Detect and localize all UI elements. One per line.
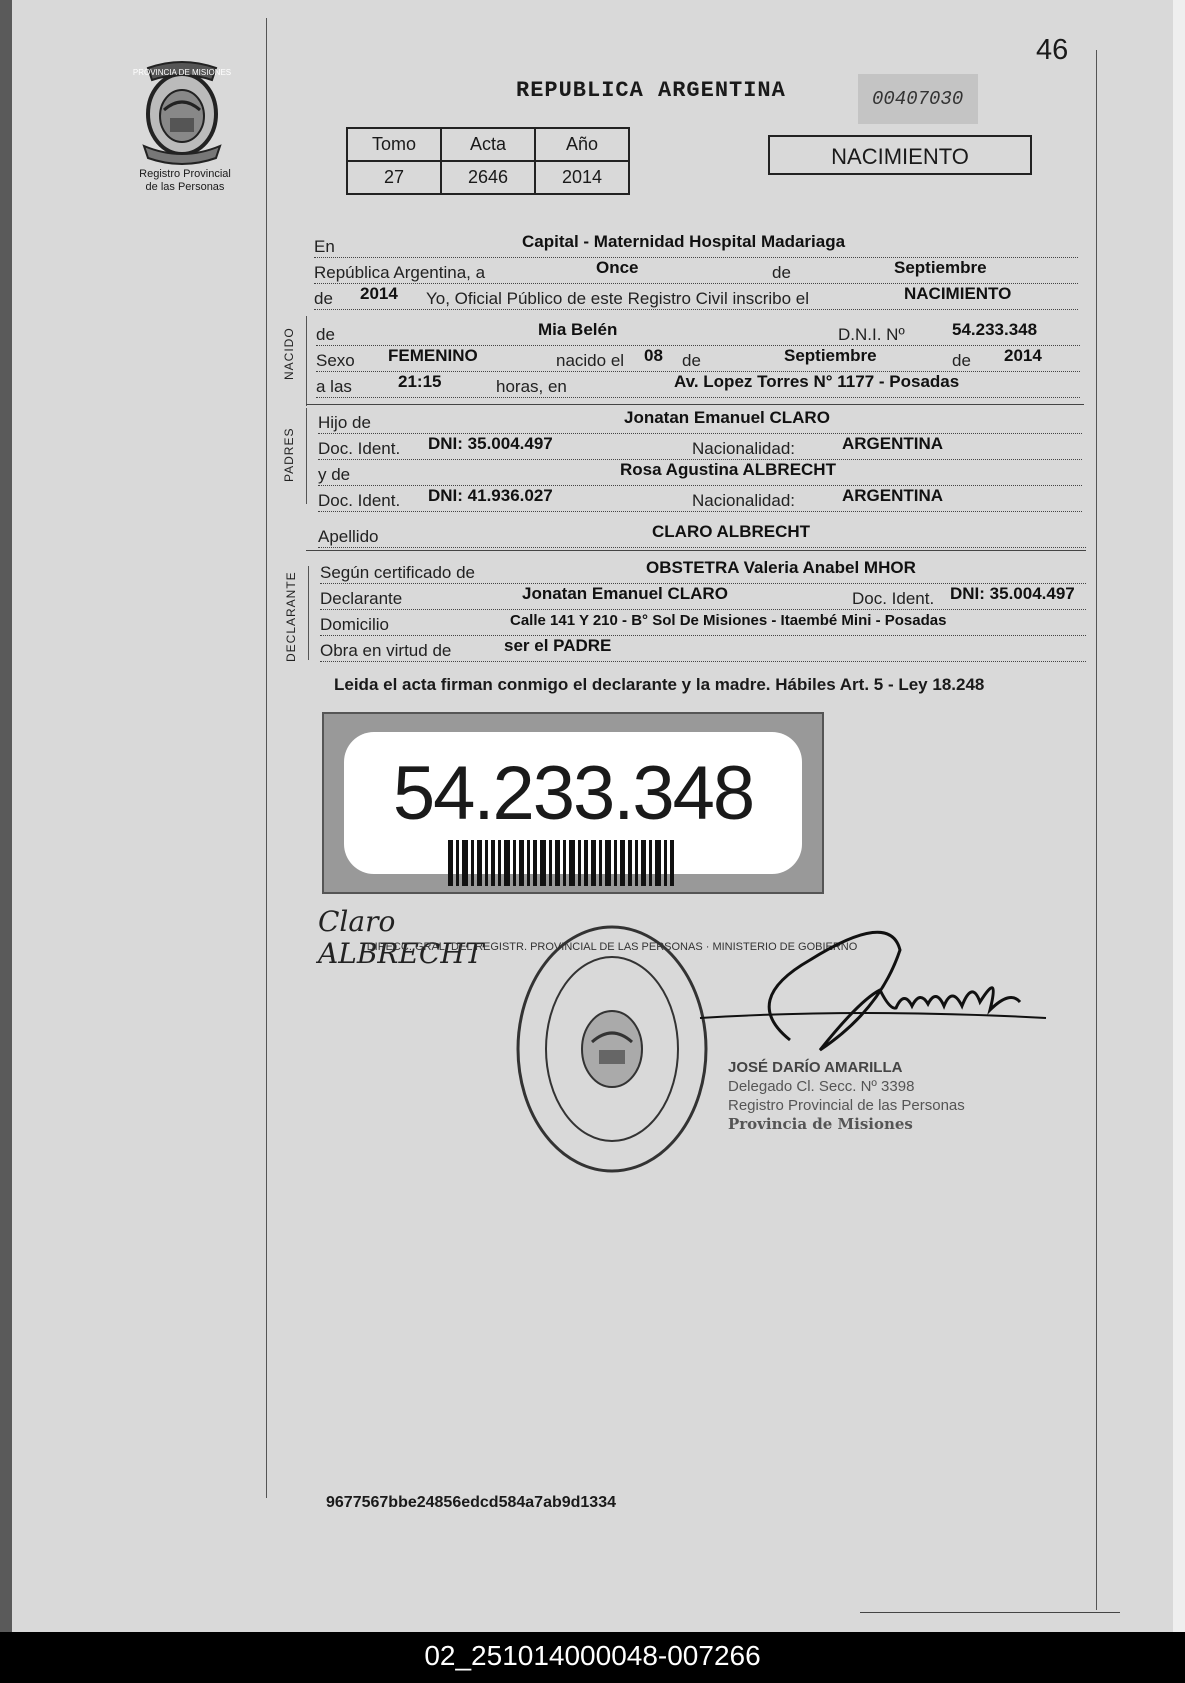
- value-father-name: Jonatan Emanuel CLARO: [624, 408, 830, 427]
- act-type-box: NACIMIENTO: [768, 135, 1032, 175]
- registry-line-2: de las Personas: [145, 181, 225, 193]
- row-year: [314, 284, 1078, 310]
- value-acta: 2646: [441, 161, 535, 194]
- scan-footer-code: 02_251014000048-007266: [0, 1632, 1185, 1683]
- label-y-de: y de: [318, 465, 351, 484]
- official-province: Provincia de Misiones: [728, 1115, 913, 1133]
- value-tomo: 27: [347, 161, 441, 194]
- section-nacido: NACIDO: [282, 327, 296, 380]
- row-father-doc: [318, 434, 1082, 460]
- label-domicilio: Domicilio: [320, 615, 389, 634]
- label-apellido: Apellido: [318, 527, 379, 546]
- header-anio: Año: [535, 128, 629, 161]
- nacido-bracket: [306, 316, 307, 406]
- logo-lettering: PROVINCIA DE MISIONES: [132, 68, 232, 77]
- value-inscription: NACIMIENTO: [904, 284, 1012, 303]
- row-mother: [318, 460, 1082, 486]
- left-margin-rule: [266, 18, 267, 1498]
- row-sex-birth: [316, 346, 1080, 372]
- bottom-rule: [860, 1612, 1120, 1613]
- page-number: 46: [1036, 34, 1069, 66]
- label-horas-en: horas, en: [496, 377, 567, 396]
- stamp-number: 54.233.348: [392, 751, 754, 836]
- row-father: [318, 408, 1082, 434]
- declarante-bracket: [308, 566, 309, 660]
- value-obra: ser el PADRE: [504, 636, 612, 655]
- label-father-nat: Nacionalidad:: [692, 439, 796, 458]
- official-office: Registro Provincial de las Personas: [728, 1097, 965, 1114]
- value-father-nat: ARGENTINA: [842, 434, 944, 453]
- tomo-acta-anio-table: [346, 127, 630, 195]
- serial-number: 00407030: [858, 74, 978, 124]
- label-republic: República Argentina, a: [314, 263, 486, 282]
- label-a-las: a las: [316, 377, 352, 396]
- value-domicilio: Calle 141 Y 210 - B° Sol De Misiones - Itaembé Mini - Posadas: [510, 612, 947, 629]
- document-title: REPUBLICA ARGENTINA: [516, 78, 786, 103]
- value-declarant: Jonatan Emanuel CLARO: [522, 584, 728, 603]
- value-anio: 2014: [535, 161, 629, 194]
- value-decl-doc: DNI: 35.004.497: [950, 584, 1075, 603]
- row-date: [314, 258, 1078, 284]
- value-child-dni: 54.233.348: [952, 320, 1038, 339]
- value-mother-nat: ARGENTINA: [842, 486, 944, 505]
- value-birth-month: Septiembre: [784, 346, 877, 365]
- label-mother-doc: Doc. Ident.: [318, 491, 401, 510]
- divider-declarante: [306, 550, 1086, 551]
- value-year: 2014: [360, 284, 398, 303]
- seal-lettering: DIRECC. GRAL. DEL REGISTR. PROVINCIAL DE LAS PERSONAS · MINISTERIO DE GOBIERNO: [366, 941, 858, 953]
- document-hash: 9677567bbe24856edcd584a7ab9d1334: [326, 1494, 616, 1511]
- label-nacido-el: nacido el: [556, 351, 625, 370]
- value-apellido: CLARO ALBRECHT: [652, 522, 811, 541]
- official-stamp-text: [728, 1058, 988, 1134]
- barcode-icon: [448, 840, 674, 886]
- dni-stamp: [322, 712, 824, 894]
- row-mother-doc: [318, 486, 1082, 512]
- row-domicilio: [320, 610, 1086, 636]
- registry-line-1: Registro Provincial: [139, 168, 231, 180]
- row-place: [314, 232, 1078, 258]
- header-acta: Acta: [441, 128, 535, 161]
- value-father-doc: DNI: 35.004.497: [428, 434, 553, 453]
- value-mother-doc: DNI: 41.936.027: [428, 486, 553, 505]
- label-de: de: [772, 263, 791, 282]
- page-shadow-left: [0, 0, 12, 1632]
- label-declarante: Declarante: [320, 589, 403, 608]
- row-certificate: [320, 558, 1086, 584]
- label-cert: Según certificado de: [320, 563, 475, 582]
- value-mother-name: Rosa Agustina ALBRECHT: [620, 460, 836, 479]
- official-role: Delegado Cl. Secc. Nº 3398: [728, 1078, 915, 1095]
- label-dni: D.N.I. Nº: [838, 325, 905, 344]
- official-name: JOSÉ DARÍO AMARILLA: [728, 1059, 903, 1076]
- value-hour: 21:15: [398, 372, 442, 391]
- right-margin-rule: [1096, 50, 1097, 1610]
- value-sexo: FEMENINO: [388, 346, 478, 365]
- label-yo: Yo, Oficial Público de este Registro Civil inscribo el: [426, 289, 809, 308]
- label-hijo-de: Hijo de: [318, 413, 371, 432]
- row-apellido: [318, 522, 1086, 548]
- value-cert: OBSTETRA Valeria Anabel MHOR: [646, 558, 916, 577]
- row-name: [316, 320, 1080, 346]
- misiones-coat-of-arms-icon: [134, 58, 230, 166]
- registry-name: [110, 168, 260, 194]
- label-en: En: [314, 237, 335, 256]
- padres-bracket: [306, 408, 307, 504]
- label-mother-nat: Nacionalidad:: [692, 491, 796, 510]
- handwritten-surname: Claro ALBRECHT: [318, 905, 484, 970]
- label-father-doc: Doc. Ident.: [318, 439, 401, 458]
- section-padres: PADRES: [282, 427, 296, 482]
- divider-padres: [306, 404, 1084, 405]
- label-de-name: de: [316, 325, 335, 344]
- label-de-birth-year: de: [952, 351, 971, 370]
- value-place: Capital - Maternidad Hospital Madariaga: [522, 232, 846, 251]
- label-de-year: de: [314, 289, 333, 308]
- value-month: Septiembre: [894, 258, 987, 277]
- value-day: Once: [596, 258, 639, 277]
- row-obra: [320, 636, 1086, 662]
- row-declarant: [320, 584, 1086, 610]
- label-decl-doc: Doc. Ident.: [852, 589, 935, 608]
- label-obra: Obra en virtud de: [320, 641, 452, 660]
- value-birth-day: 08: [644, 346, 663, 365]
- header-tomo: Tomo: [347, 128, 441, 161]
- page-edge-right: [1173, 0, 1185, 1632]
- label-de-birth: de: [682, 351, 701, 370]
- value-child-name: Mia Belén: [538, 320, 618, 339]
- closing-statement: Leida el acta firman conmigo el declarante y la madre. Hábiles Art. 5 - Ley 18.248: [334, 675, 985, 694]
- dni-stamp-label: [344, 732, 802, 874]
- label-sexo: Sexo: [316, 351, 355, 370]
- value-birth-address: Av. Lopez Torres N° 1177 - Posadas: [674, 372, 960, 391]
- row-hour-address: [316, 372, 1080, 398]
- section-declarante: DECLARANTE: [284, 571, 298, 662]
- value-birth-year: 2014: [1004, 346, 1042, 365]
